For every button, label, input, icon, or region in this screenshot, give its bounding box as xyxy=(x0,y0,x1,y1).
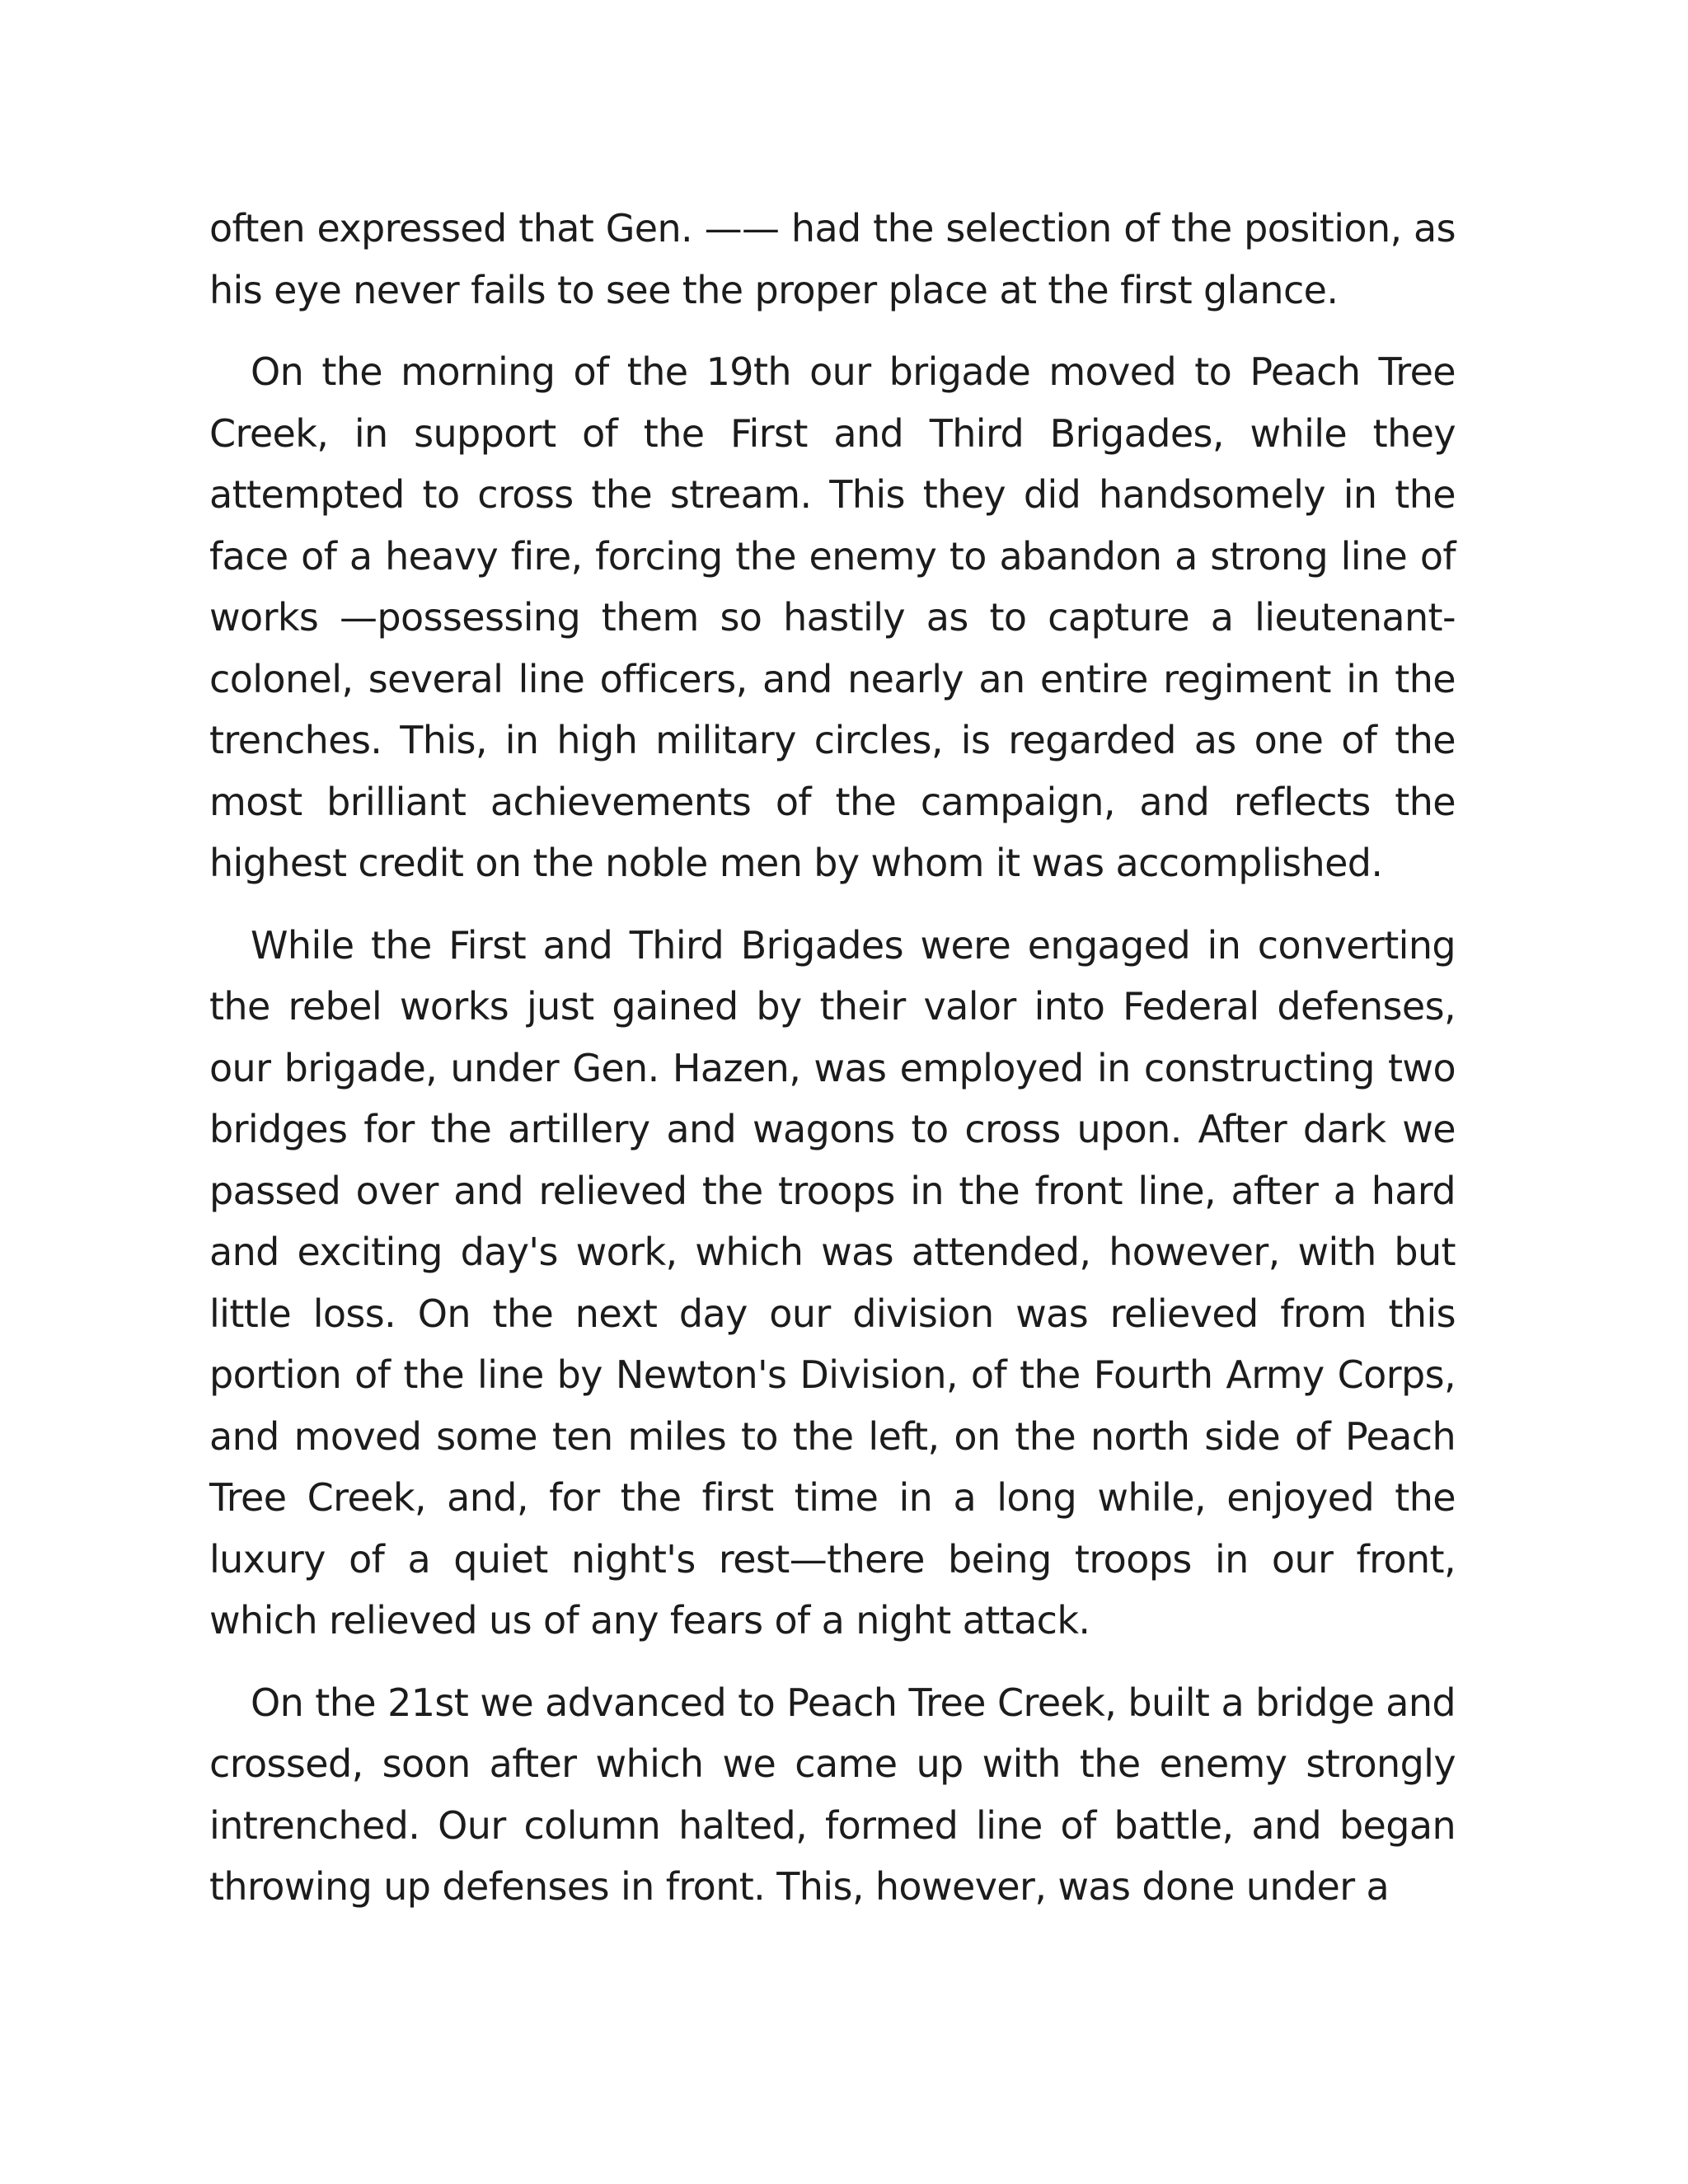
paragraph-advance-21st: On the 21st we advanced to Peach Tree Creek, built a bridge and crossed, soon after which we came up with the enemy strongly intrenched. Our column halted, formed line of battle, and began throwing up defenses in front. This, however, was done under a xyxy=(209,1680,1456,1909)
paragraph-continuation: often expressed that Gen. —— had the selection of the position, as his eye never fails to see the proper place at the first glance. xyxy=(209,206,1456,312)
paragraph-peach-tree-creek-crossing: On the morning of the 19th our brigade moved to Peach Tree Creek, in support of the First and Third Brigades, while they attempted to cross the stream. This they did handsomely in the face of a heavy fire, forcing the enemy to abandon a strong line of works —possessing them so hastily as to capture a lieutenant-colonel, several line officers, and nearly an entire regiment in the trenches. This, in high military circles, is regarded as one of the most brilliant achievements of the campaign, and reflects the highest credit on the noble men by whom it was accomplished. xyxy=(209,349,1456,885)
paragraph-bridge-construction: While the First and Third Brigades were engaged in converting the rebel works just gained by their valor into Federal defenses, our brigade, under Gen. Hazen, was employed in constructing two bridges for the artillery and wagons to cross upon. After dark we passed over and relieved the troops in the front line, after a hard and exciting day's work, which was attended, however, with but little loss. On the next day our division was relieved from this portion of the line by Newton's Division, of the Fourth Army Corps, and moved some ten miles to the left, on the north side of Peach Tree Creek, and, for the first time in a long while, enjoyed the luxury of a quiet night's rest—there being troops in our front, which relieved us of any fears of a night attack. xyxy=(209,922,1456,1643)
page-body xyxy=(209,198,1456,1918)
